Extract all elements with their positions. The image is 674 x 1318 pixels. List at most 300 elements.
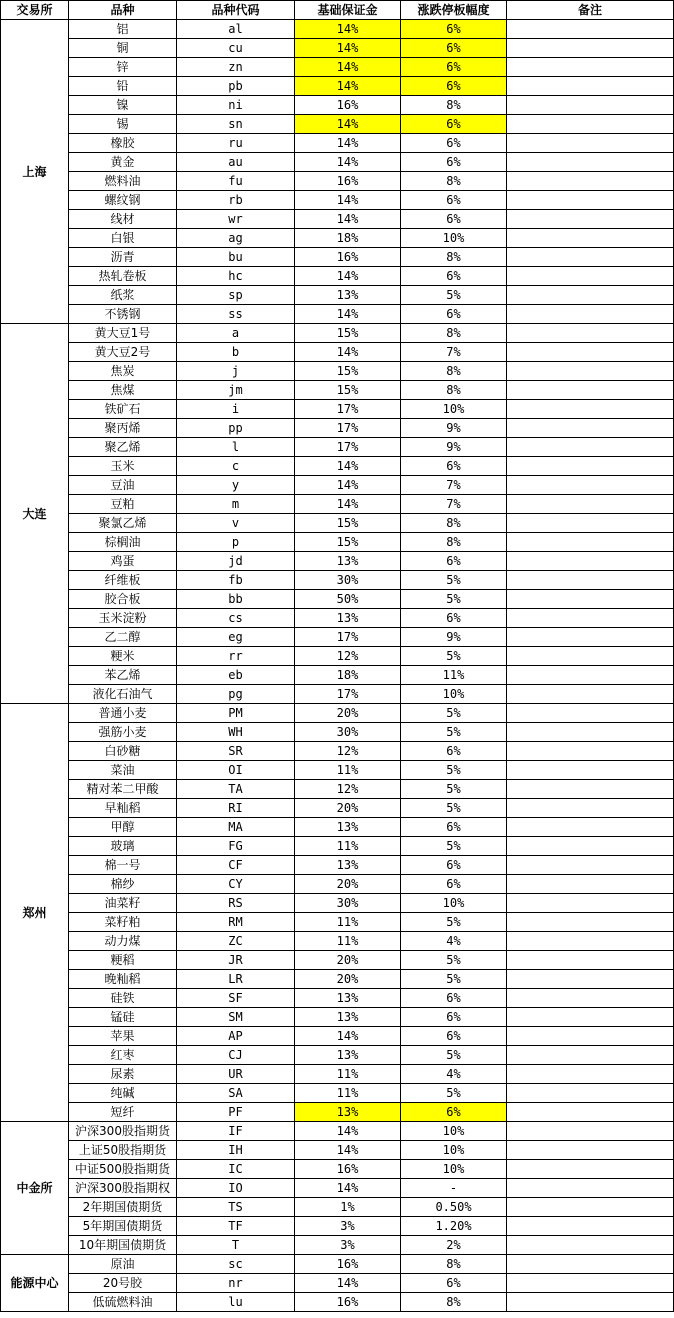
limit-cell: 8%	[401, 96, 507, 115]
note-cell	[507, 1274, 674, 1293]
product-name-cell: 低硫燃料油	[69, 1293, 177, 1312]
margin-cell: 20%	[295, 799, 401, 818]
product-code-cell: RM	[177, 913, 295, 932]
note-cell	[507, 58, 674, 77]
margin-cell: 30%	[295, 723, 401, 742]
limit-cell: 5%	[401, 780, 507, 799]
note-cell	[507, 1122, 674, 1141]
product-code-cell: j	[177, 362, 295, 381]
product-name-cell: 2年期国债期货	[69, 1198, 177, 1217]
limit-cell: 9%	[401, 419, 507, 438]
limit-cell: 8%	[401, 172, 507, 191]
table-row	[1, 970, 674, 989]
limit-cell: 7%	[401, 476, 507, 495]
product-name-cell: 早籼稻	[69, 799, 177, 818]
note-cell	[507, 191, 674, 210]
table-row	[1, 799, 674, 818]
exchange-cell: 上海	[1, 20, 69, 324]
limit-cell: 6%	[401, 1008, 507, 1027]
limit-cell: 5%	[401, 799, 507, 818]
product-name-cell: 铜	[69, 39, 177, 58]
note-cell	[507, 286, 674, 305]
product-code-cell: y	[177, 476, 295, 495]
note-cell	[507, 1255, 674, 1274]
margin-cell: 17%	[295, 438, 401, 457]
table-row	[1, 96, 674, 115]
table-row	[1, 780, 674, 799]
table-row	[1, 400, 674, 419]
note-cell	[507, 628, 674, 647]
margin-cell: 13%	[295, 1046, 401, 1065]
margin-cell: 14%	[295, 305, 401, 324]
limit-cell: 5%	[401, 723, 507, 742]
limit-cell: 5%	[401, 837, 507, 856]
table-row	[1, 742, 674, 761]
margin-cell: 18%	[295, 229, 401, 248]
table-body	[1, 20, 674, 1312]
note-cell	[507, 210, 674, 229]
note-cell	[507, 1217, 674, 1236]
note-cell	[507, 742, 674, 761]
limit-cell: 6%	[401, 552, 507, 571]
product-code-cell: lu	[177, 1293, 295, 1312]
table-row	[1, 951, 674, 970]
product-code-cell: rb	[177, 191, 295, 210]
note-cell	[507, 780, 674, 799]
limit-cell: 10%	[401, 1122, 507, 1141]
product-code-cell: FG	[177, 837, 295, 856]
note-cell	[507, 932, 674, 951]
limit-cell: 6%	[401, 58, 507, 77]
table-row	[1, 1103, 674, 1122]
table-row	[1, 457, 674, 476]
note-cell	[507, 20, 674, 39]
note-cell	[507, 590, 674, 609]
table-row	[1, 552, 674, 571]
table-row	[1, 267, 674, 286]
table-row	[1, 381, 674, 400]
margin-cell: 14%	[295, 1179, 401, 1198]
margin-cell: 15%	[295, 362, 401, 381]
note-cell	[507, 704, 674, 723]
margin-cell: 14%	[295, 495, 401, 514]
limit-cell: 6%	[401, 115, 507, 134]
table-row	[1, 248, 674, 267]
margin-cell: 14%	[295, 1141, 401, 1160]
product-code-cell: ss	[177, 305, 295, 324]
note-cell	[507, 343, 674, 362]
product-code-cell: au	[177, 153, 295, 172]
table-row	[1, 514, 674, 533]
margin-cell: 11%	[295, 913, 401, 932]
product-code-cell: SM	[177, 1008, 295, 1027]
margin-cell: 14%	[295, 1122, 401, 1141]
margin-cell: 30%	[295, 571, 401, 590]
table-row	[1, 609, 674, 628]
product-name-cell: 玻璃	[69, 837, 177, 856]
product-name-cell: 铁矿石	[69, 400, 177, 419]
product-code-cell: v	[177, 514, 295, 533]
product-code-cell: OI	[177, 761, 295, 780]
table-row	[1, 58, 674, 77]
margin-cell: 50%	[295, 590, 401, 609]
margin-cell: 13%	[295, 1008, 401, 1027]
table-row	[1, 1141, 674, 1160]
product-name-cell: 强筋小麦	[69, 723, 177, 742]
product-name-cell: 聚丙烯	[69, 419, 177, 438]
note-cell	[507, 1236, 674, 1255]
limit-cell: 6%	[401, 609, 507, 628]
product-name-cell: 上证50股指期货	[69, 1141, 177, 1160]
limit-cell: 5%	[401, 913, 507, 932]
product-code-cell: ag	[177, 229, 295, 248]
product-name-cell: 10年期国债期货	[69, 1236, 177, 1255]
limit-cell: 6%	[401, 77, 507, 96]
limit-cell: 10%	[401, 1160, 507, 1179]
product-code-cell: fb	[177, 571, 295, 590]
header-row	[1, 1, 674, 20]
table-row	[1, 153, 674, 172]
product-name-cell: 乙二醇	[69, 628, 177, 647]
note-cell	[507, 1160, 674, 1179]
note-cell	[507, 685, 674, 704]
product-code-cell: sc	[177, 1255, 295, 1274]
limit-cell: 5%	[401, 286, 507, 305]
table-row	[1, 20, 674, 39]
limit-cell: 8%	[401, 248, 507, 267]
product-code-cell: pb	[177, 77, 295, 96]
margin-cell: 17%	[295, 685, 401, 704]
note-cell	[507, 647, 674, 666]
limit-cell: 6%	[401, 39, 507, 58]
note-cell	[507, 115, 674, 134]
product-code-cell: fu	[177, 172, 295, 191]
note-cell	[507, 77, 674, 96]
product-code-cell: bb	[177, 590, 295, 609]
note-cell	[507, 894, 674, 913]
product-name-cell: 菜油	[69, 761, 177, 780]
product-name-cell: 不锈钢	[69, 305, 177, 324]
product-name-cell: 豆油	[69, 476, 177, 495]
product-name-cell: 镍	[69, 96, 177, 115]
product-code-cell: SF	[177, 989, 295, 1008]
header-note: 备注	[507, 1, 674, 20]
limit-cell: 6%	[401, 267, 507, 286]
product-name-cell: 黄大豆1号	[69, 324, 177, 343]
margin-cell: 14%	[295, 115, 401, 134]
note-cell	[507, 248, 674, 267]
table-row	[1, 305, 674, 324]
table-row	[1, 438, 674, 457]
product-name-cell: 棉纱	[69, 875, 177, 894]
table-row	[1, 704, 674, 723]
product-name-cell: 原油	[69, 1255, 177, 1274]
table-row	[1, 1179, 674, 1198]
product-code-cell: m	[177, 495, 295, 514]
margin-cell: 30%	[295, 894, 401, 913]
product-code-cell: WH	[177, 723, 295, 742]
table-row	[1, 1027, 674, 1046]
table-row	[1, 761, 674, 780]
limit-cell: 5%	[401, 704, 507, 723]
limit-cell: 4%	[401, 1065, 507, 1084]
product-code-cell: al	[177, 20, 295, 39]
product-name-cell: 锰硅	[69, 1008, 177, 1027]
limit-cell: 5%	[401, 761, 507, 780]
product-code-cell: RI	[177, 799, 295, 818]
note-cell	[507, 1293, 674, 1312]
header-product: 品种	[69, 1, 177, 20]
product-code-cell: TF	[177, 1217, 295, 1236]
margin-cell: 13%	[295, 856, 401, 875]
table-row	[1, 1065, 674, 1084]
margin-cell: 17%	[295, 400, 401, 419]
limit-cell: 10%	[401, 685, 507, 704]
product-name-cell: 晚籼稻	[69, 970, 177, 989]
product-name-cell: 胶合板	[69, 590, 177, 609]
table-row	[1, 913, 674, 932]
limit-cell: 9%	[401, 438, 507, 457]
product-code-cell: IO	[177, 1179, 295, 1198]
margin-cell: 15%	[295, 533, 401, 552]
margin-cell: 14%	[295, 343, 401, 362]
margin-cell: 11%	[295, 932, 401, 951]
margin-cell: 1%	[295, 1198, 401, 1217]
margin-cell: 12%	[295, 647, 401, 666]
exchange-cell: 大连	[1, 324, 69, 704]
table-row	[1, 932, 674, 951]
note-cell	[507, 1141, 674, 1160]
product-name-cell: 粳稻	[69, 951, 177, 970]
product-code-cell: p	[177, 533, 295, 552]
product-name-cell: 硅铁	[69, 989, 177, 1008]
product-name-cell: 铅	[69, 77, 177, 96]
table-row	[1, 571, 674, 590]
table-row	[1, 723, 674, 742]
margin-cell: 14%	[295, 20, 401, 39]
product-name-cell: 豆粕	[69, 495, 177, 514]
note-cell	[507, 134, 674, 153]
product-name-cell: 锡	[69, 115, 177, 134]
product-code-cell: i	[177, 400, 295, 419]
margin-cell: 13%	[295, 552, 401, 571]
product-name-cell: 沪深300股指期权	[69, 1179, 177, 1198]
product-code-cell: IF	[177, 1122, 295, 1141]
table-row	[1, 1217, 674, 1236]
product-name-cell: 液化石油气	[69, 685, 177, 704]
table-row	[1, 1293, 674, 1312]
product-code-cell: PF	[177, 1103, 295, 1122]
table-row	[1, 989, 674, 1008]
product-code-cell: CF	[177, 856, 295, 875]
product-code-cell: bu	[177, 248, 295, 267]
product-name-cell: 甲醇	[69, 818, 177, 837]
limit-cell: 4%	[401, 932, 507, 951]
limit-cell: 6%	[401, 818, 507, 837]
table-row	[1, 286, 674, 305]
table-row	[1, 495, 674, 514]
note-cell	[507, 39, 674, 58]
note-cell	[507, 267, 674, 286]
limit-cell: 6%	[401, 742, 507, 761]
table-row	[1, 39, 674, 58]
table-row	[1, 628, 674, 647]
table-row	[1, 875, 674, 894]
table-row	[1, 1198, 674, 1217]
product-name-cell: 沥青	[69, 248, 177, 267]
margin-cell: 11%	[295, 837, 401, 856]
product-code-cell: l	[177, 438, 295, 457]
product-name-cell: 焦煤	[69, 381, 177, 400]
table-row	[1, 476, 674, 495]
product-code-cell: T	[177, 1236, 295, 1255]
limit-cell: 5%	[401, 970, 507, 989]
margin-cell: 14%	[295, 267, 401, 286]
note-cell	[507, 989, 674, 1008]
margin-cell: 17%	[295, 419, 401, 438]
limit-cell: 6%	[401, 457, 507, 476]
table-row	[1, 666, 674, 685]
table-row	[1, 818, 674, 837]
limit-cell: 6%	[401, 210, 507, 229]
margin-cell: 14%	[295, 153, 401, 172]
product-name-cell: 短纤	[69, 1103, 177, 1122]
note-cell	[507, 1046, 674, 1065]
limit-cell: 6%	[401, 1027, 507, 1046]
table-row	[1, 419, 674, 438]
note-cell	[507, 1084, 674, 1103]
margin-cell: 16%	[295, 1255, 401, 1274]
margin-cell: 15%	[295, 381, 401, 400]
product-name-cell: 纤维板	[69, 571, 177, 590]
margin-cell: 14%	[295, 191, 401, 210]
table-row	[1, 1255, 674, 1274]
note-cell	[507, 552, 674, 571]
limit-cell: 6%	[401, 1274, 507, 1293]
product-name-cell: 油菜籽	[69, 894, 177, 913]
table-row	[1, 324, 674, 343]
table-row	[1, 172, 674, 191]
limit-cell: 8%	[401, 381, 507, 400]
product-code-cell: rr	[177, 647, 295, 666]
product-code-cell: UR	[177, 1065, 295, 1084]
note-cell	[507, 533, 674, 552]
note-cell	[507, 381, 674, 400]
product-code-cell: MA	[177, 818, 295, 837]
margin-cell: 14%	[295, 1274, 401, 1293]
product-name-cell: 棕榈油	[69, 533, 177, 552]
limit-cell: 5%	[401, 647, 507, 666]
note-cell	[507, 324, 674, 343]
product-name-cell: 菜籽粕	[69, 913, 177, 932]
margin-cell: 13%	[295, 609, 401, 628]
product-code-cell: sn	[177, 115, 295, 134]
table-row	[1, 1122, 674, 1141]
margin-cell: 3%	[295, 1217, 401, 1236]
product-code-cell: c	[177, 457, 295, 476]
product-code-cell: AP	[177, 1027, 295, 1046]
limit-cell: 6%	[401, 856, 507, 875]
product-code-cell: pg	[177, 685, 295, 704]
note-cell	[507, 1008, 674, 1027]
product-code-cell: CJ	[177, 1046, 295, 1065]
margin-cell: 11%	[295, 761, 401, 780]
product-code-cell: jd	[177, 552, 295, 571]
note-cell	[507, 875, 674, 894]
margin-cell: 14%	[295, 1027, 401, 1046]
table-row	[1, 1008, 674, 1027]
product-name-cell: 焦炭	[69, 362, 177, 381]
limit-cell: 5%	[401, 1046, 507, 1065]
limit-cell: 6%	[401, 305, 507, 324]
limit-cell: 10%	[401, 1141, 507, 1160]
limit-cell: 8%	[401, 1293, 507, 1312]
product-code-cell: IH	[177, 1141, 295, 1160]
limit-cell: 8%	[401, 514, 507, 533]
limit-cell: 8%	[401, 324, 507, 343]
margin-cell: 15%	[295, 514, 401, 533]
table-row	[1, 229, 674, 248]
margin-cell: 14%	[295, 39, 401, 58]
note-cell	[507, 799, 674, 818]
limit-cell: 10%	[401, 894, 507, 913]
limit-cell: 10%	[401, 400, 507, 419]
product-name-cell: 铝	[69, 20, 177, 39]
product-code-cell: jm	[177, 381, 295, 400]
margin-cell: 20%	[295, 970, 401, 989]
note-cell	[507, 514, 674, 533]
product-name-cell: 纸浆	[69, 286, 177, 305]
margin-cell: 3%	[295, 1236, 401, 1255]
note-cell	[507, 1103, 674, 1122]
header-exchange: 交易所	[1, 1, 69, 20]
limit-cell: 5%	[401, 951, 507, 970]
limit-cell: 6%	[401, 20, 507, 39]
limit-cell: 9%	[401, 628, 507, 647]
note-cell	[507, 400, 674, 419]
margin-cell: 16%	[295, 1293, 401, 1312]
product-name-cell: 动力煤	[69, 932, 177, 951]
product-name-cell: 沪深300股指期货	[69, 1122, 177, 1141]
margin-cell: 13%	[295, 286, 401, 305]
product-name-cell: 玉米淀粉	[69, 609, 177, 628]
note-cell	[507, 951, 674, 970]
note-cell	[507, 305, 674, 324]
product-code-cell: cs	[177, 609, 295, 628]
limit-cell: 7%	[401, 495, 507, 514]
limit-cell: 6%	[401, 134, 507, 153]
margin-cell: 16%	[295, 96, 401, 115]
product-code-cell: SA	[177, 1084, 295, 1103]
note-cell	[507, 837, 674, 856]
table-row	[1, 210, 674, 229]
limit-cell: 5%	[401, 571, 507, 590]
table-row	[1, 115, 674, 134]
product-code-cell: nr	[177, 1274, 295, 1293]
note-cell	[507, 856, 674, 875]
margin-cell: 20%	[295, 875, 401, 894]
product-code-cell: ni	[177, 96, 295, 115]
table-row	[1, 77, 674, 96]
product-name-cell: 玉米	[69, 457, 177, 476]
note-cell	[507, 172, 674, 191]
note-cell	[507, 457, 674, 476]
product-code-cell: TS	[177, 1198, 295, 1217]
note-cell	[507, 229, 674, 248]
table-row	[1, 1236, 674, 1255]
product-name-cell: 苯乙烯	[69, 666, 177, 685]
product-name-cell: 热轧卷板	[69, 267, 177, 286]
